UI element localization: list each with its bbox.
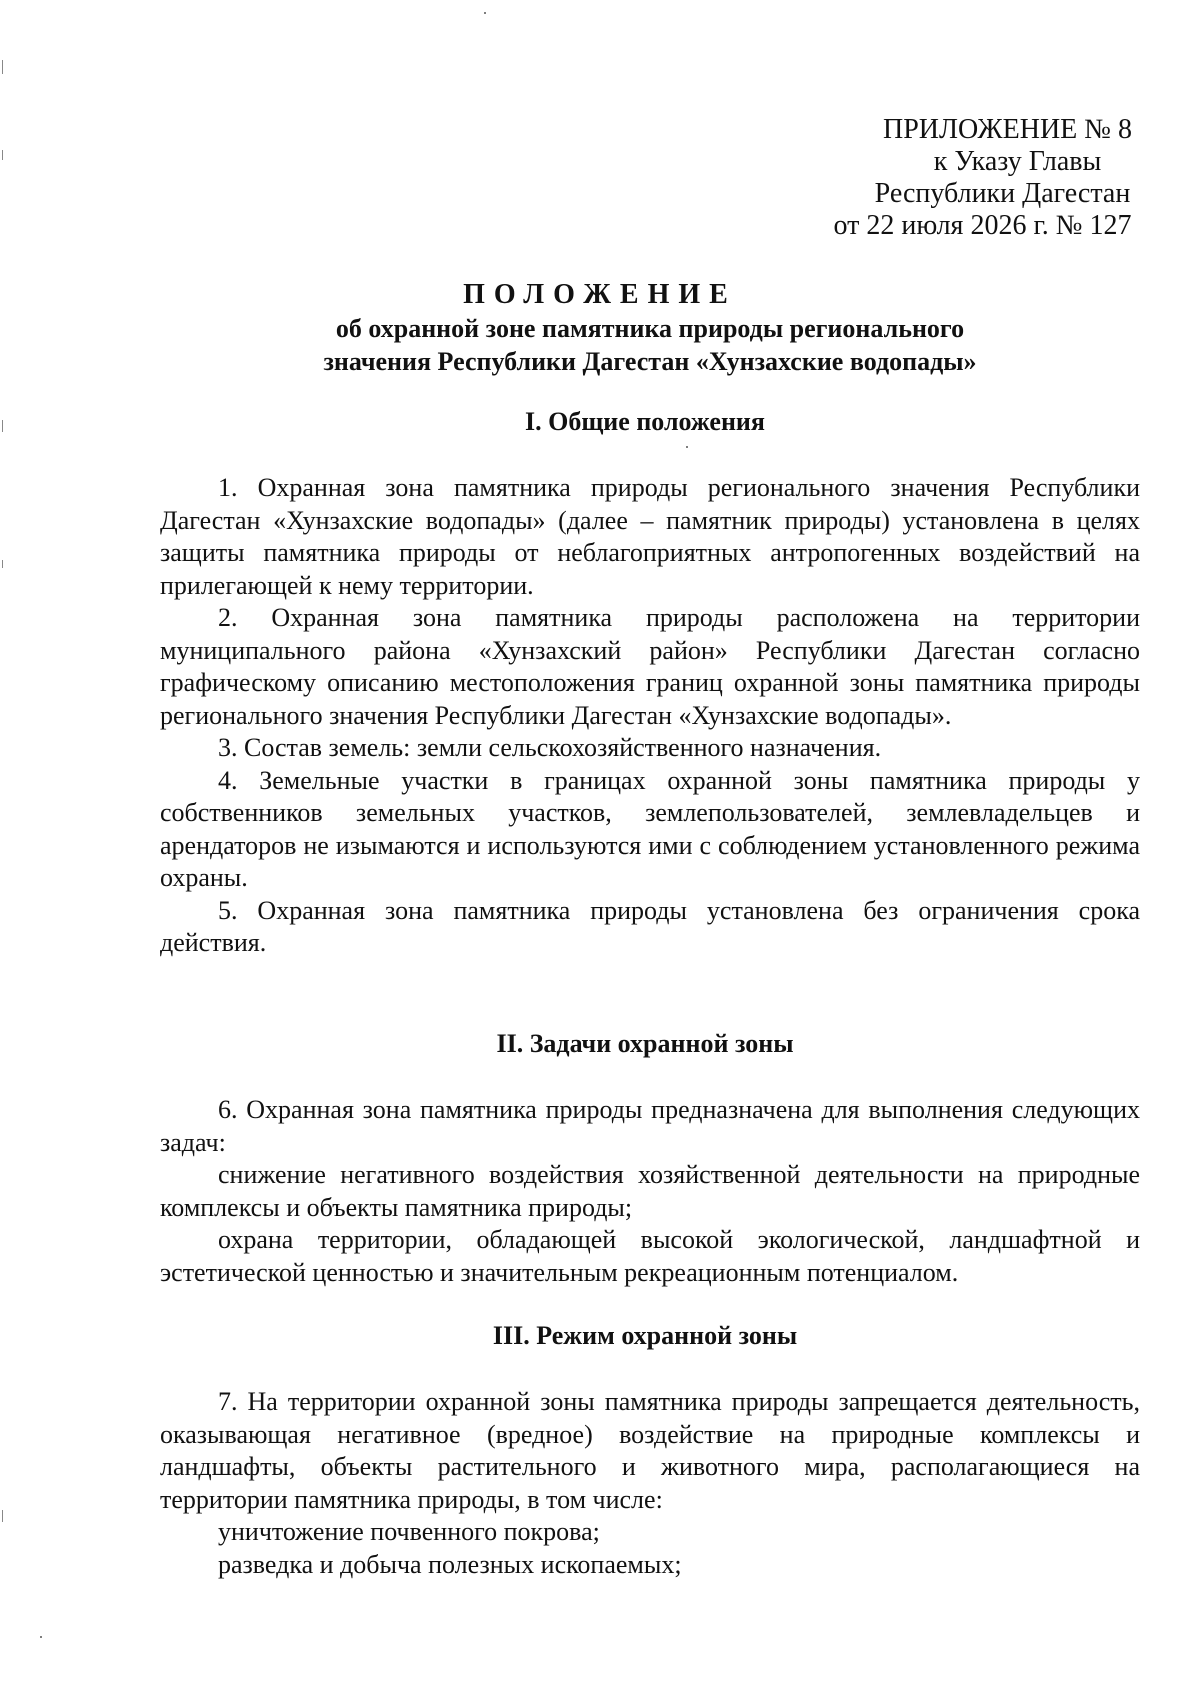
section-tasks-body	[160, 1094, 1140, 1289]
paragraph: 4. Земельные участки в границах охранной зоны памятника природы у собственников земельных участков, землепользователей, землевладельцев и арендаторов не изымаются и используются ими с соблюдением установленного режима охраны.	[160, 765, 1140, 892]
scan-edge-mark	[2, 560, 3, 568]
appendix-republic: Республики Дагестан	[874, 178, 1131, 209]
appendix-decree-ref: к Указу Главы	[933, 146, 1102, 177]
scan-edge-mark	[2, 1510, 3, 1522]
appendix-date: от 22 июля 2026 г. № 127	[833, 210, 1132, 241]
paragraph: разведка и добыча полезных ископаемых;	[218, 1549, 682, 1579]
scan-speck	[484, 12, 486, 14]
scan-speck	[40, 1636, 42, 1638]
appendix-header	[833, 114, 1132, 242]
paragraph: 7. На территории охранной зоны памятника природы запрещается деятельность, оказывающая негативное (вредное) воздействие на природные комплексы и ландшафты, объекты растительного и животного мира, располагающиеся на территории памятника природы, в том числе:	[160, 1387, 1140, 1514]
paragraph: 3. Состав земель: земли сельскохозяйственного назначения.	[218, 733, 882, 762]
paragraph: 2. Охранная зона памятника природы расположена на территории муниципального района «Хунзахский район» Республики Дагестан согласно графическому описанию местоположения границ охранной зоны памятника природы регионального значения Республики Дагестан «Хунзахские водопады».	[160, 603, 1140, 730]
section-regime-body	[160, 1386, 1140, 1581]
subtitle-line: значения Республики Дагестан «Хунзахские водопады»	[323, 347, 977, 376]
paragraph: охрана территории, обладающей высокой экологической, ландшафтной и эстетической ценностью и значительным рекреационным потенциалом.	[160, 1225, 1140, 1287]
subtitle-line: об охранной зоне памятника природы регионального	[335, 314, 965, 343]
scan-edge-mark	[2, 420, 3, 432]
appendix-number: ПРИЛОЖЕНИЕ № 8	[883, 114, 1132, 145]
paragraph: 1. Охранная зона памятника природы регионального значения Республики Дагестан «Хунзахские водопады» (далее – памятник природы) установлена в целях защиты памятника природы от неблагоприятных антропогенных воздействий на прилегающей к нему территории.	[160, 473, 1140, 600]
document-title: ПОЛОЖЕНИЕ	[463, 279, 737, 310]
paragraph: снижение негативного воздействия хозяйственной деятельности на природные комплексы и объекты памятника природы;	[160, 1160, 1140, 1222]
paragraph: уничтожение почвенного покрова;	[218, 1517, 600, 1546]
paragraph: 6. Охранная зона памятника природы предназначена для выполнения следующих задач:	[160, 1095, 1140, 1157]
section-heading-regime: III. Режим охранной зоны	[492, 1321, 798, 1350]
document-subtitle	[160, 312, 1140, 378]
scan-speck	[686, 446, 688, 448]
scan-edge-mark	[2, 150, 3, 160]
paragraph: 5. Охранная зона памятника природы установлена без ограничения срока действия.	[160, 895, 1140, 957]
scan-edge-mark	[2, 60, 3, 74]
section-general-body	[160, 472, 1140, 960]
section-heading-general: I. Общие положения	[525, 407, 765, 436]
section-heading-tasks: II. Задачи охранной зоны	[496, 1029, 794, 1058]
